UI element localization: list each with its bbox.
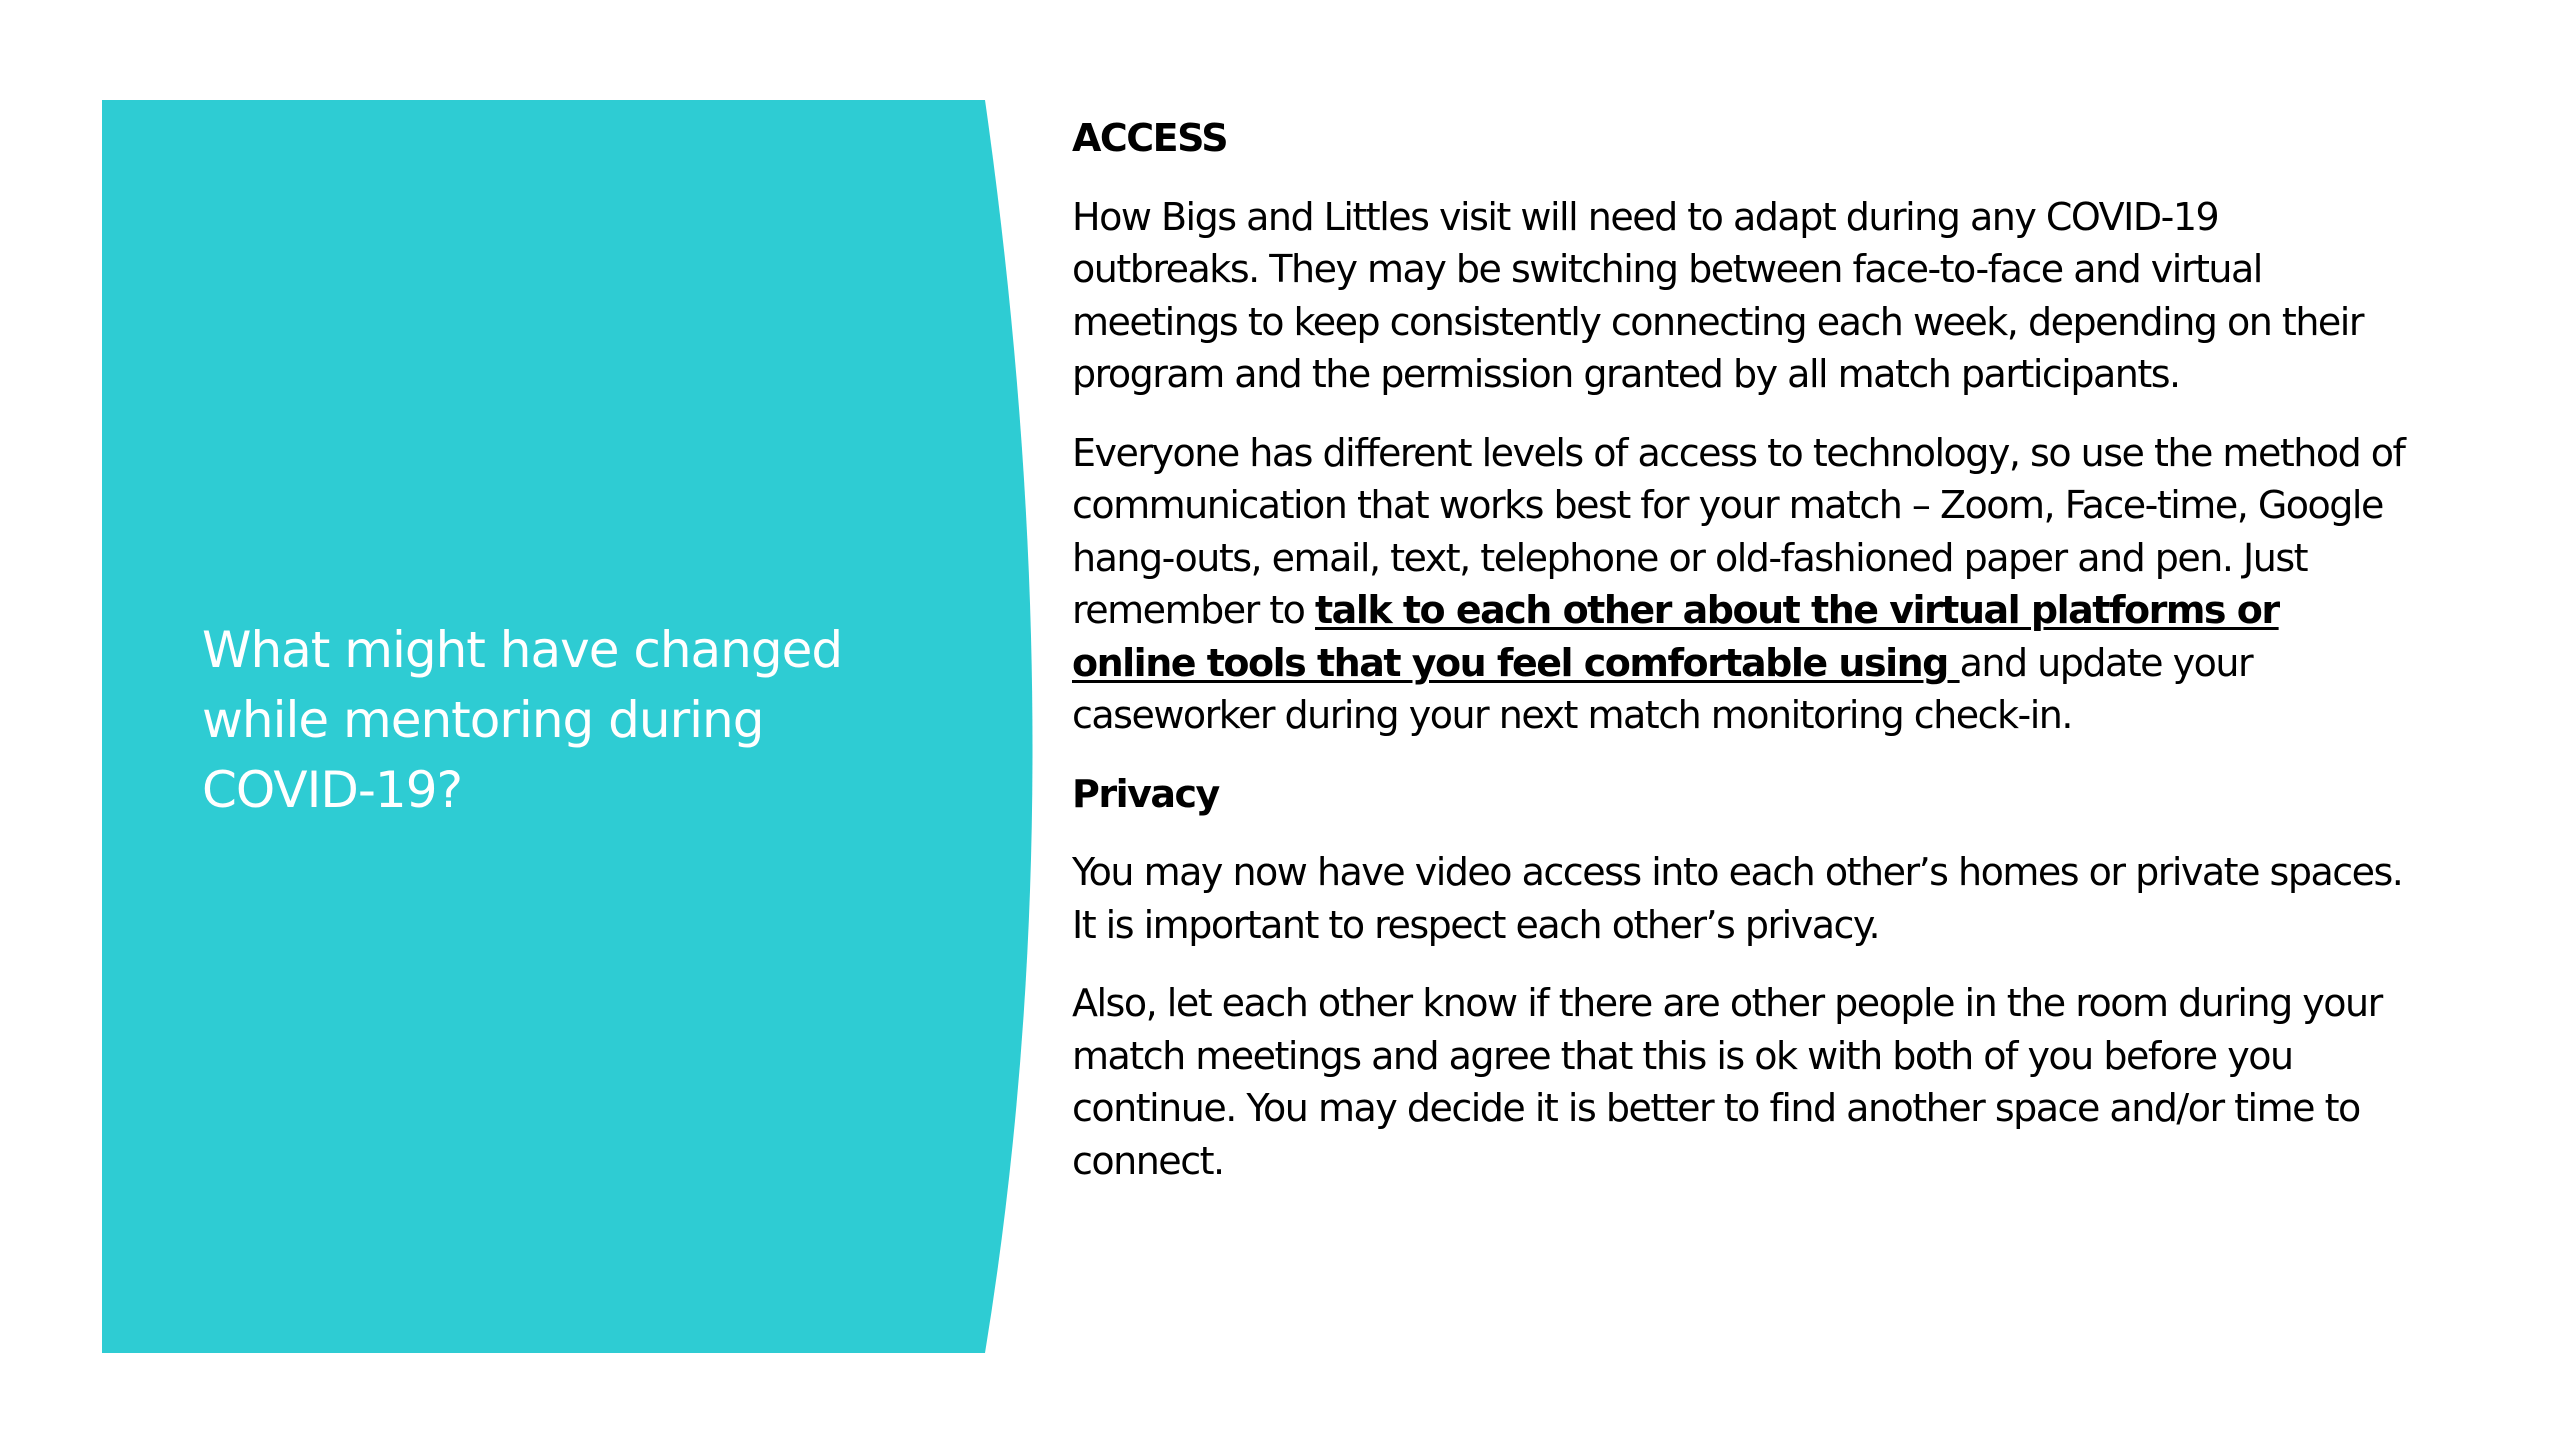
slide-title: What might have changed while mentoring during COVID-19? [202,621,843,819]
privacy-paragraph-2: Also, let each other know if there are other people in the room during your match meetings and agree that this is ok with both of you before you continue. You may decide it is better to find another space and/or time to connect. [1072,981,2382,1183]
privacy-paragraph-1: You may now have video access into each other’s homes or private spaces. It is important to respect each other’s privacy. [1072,850,2403,947]
platforms-link[interactable]: talk to each other about the virtual platforms or online tools that you feel comfortable using [1072,588,2279,685]
access-paragraph-2-text: Everyone has different levels of access to technology, so use the method of communication that works best for your match – Zoom, Face-time, Google hang-outs, email, text, telephone or old-fashioned paper and pen. Just remember to [1072,430,2405,632]
privacy-heading: Privacy [1072,771,1219,816]
access-heading: ACCESS [1072,116,1228,160]
access-paragraph-2-tail: and update your caseworker during your next match monitoring check-in. [1072,640,2253,737]
access-paragraph-2 [1072,427,2412,742]
content-body [1072,112,2412,1213]
access-paragraph-1: How Bigs and Littles visit will need to adapt during any COVID-19 outbreaks. They may be switching between face-to-face and virtual meetings to keep consistently connecting each week, depending on their program and the permission granted by all match participants. [1072,194,2363,396]
